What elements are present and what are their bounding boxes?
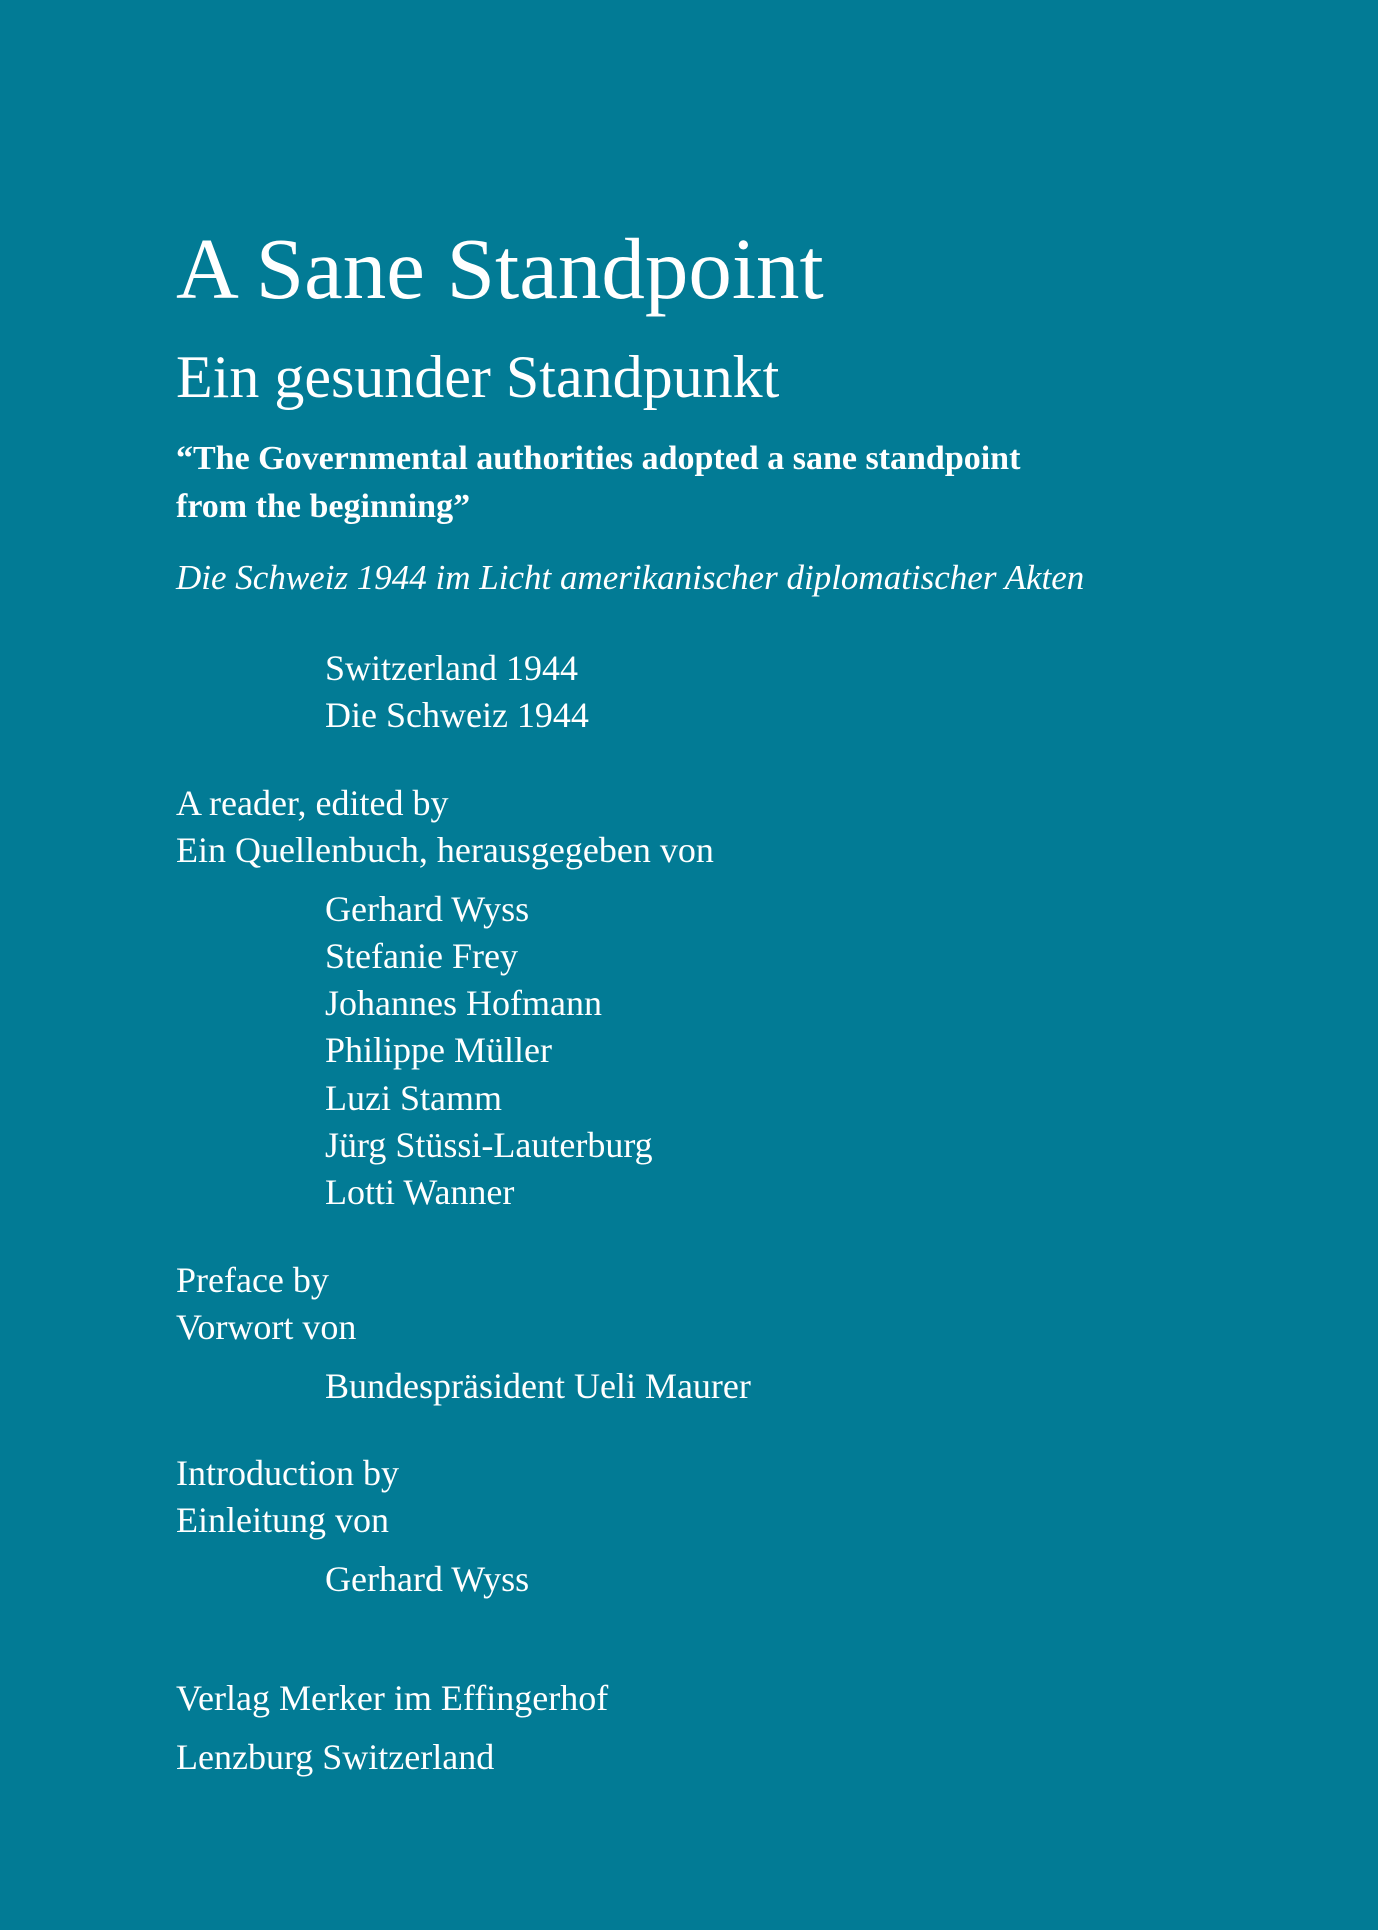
editor-name: Luzi Stamm bbox=[325, 1078, 502, 1118]
editors-intro-english: A reader, edited by bbox=[176, 783, 449, 823]
editor-name: Philippe Müller bbox=[325, 1030, 552, 1070]
book-subtitle: Ein gesunder Standpunkt bbox=[176, 344, 780, 410]
editor-name: Gerhard Wyss bbox=[325, 889, 530, 929]
introduction-english: Introduction by bbox=[176, 1453, 399, 1493]
series-english: Switzerland 1944 bbox=[325, 648, 578, 688]
introduction-author: Gerhard Wyss bbox=[325, 1559, 530, 1599]
italic-subtitle: Die Schweiz 1944 im Licht amerikanischer diplomatischer Akten bbox=[176, 558, 1085, 597]
quote-line-2: from the beginning” bbox=[176, 488, 471, 525]
preface-english: Preface by bbox=[176, 1260, 329, 1300]
preface-german: Vorwort von bbox=[176, 1307, 357, 1347]
editor-name: Johannes Hofmann bbox=[325, 983, 602, 1023]
series-german: Die Schweiz 1944 bbox=[325, 695, 589, 735]
editor-name: Jürg Stüssi-Lauterburg bbox=[325, 1125, 653, 1165]
preface-author: Bundespräsident Ueli Maurer bbox=[325, 1366, 751, 1406]
editor-name: Stefanie Frey bbox=[325, 936, 518, 976]
quote-line-1: “The Governmental authorities adopted a sane standpoint bbox=[176, 440, 1021, 477]
book-title: A Sane Standpoint bbox=[176, 220, 824, 317]
publisher-location: Lenzburg Switzerland bbox=[176, 1737, 495, 1777]
introduction-german: Einleitung von bbox=[176, 1500, 389, 1540]
editor-name: Lotti Wanner bbox=[325, 1172, 515, 1212]
editors-intro-german: Ein Quellenbuch, herausgegeben von bbox=[176, 830, 714, 870]
publisher-name: Verlag Merker im Effingerhof bbox=[176, 1678, 609, 1718]
